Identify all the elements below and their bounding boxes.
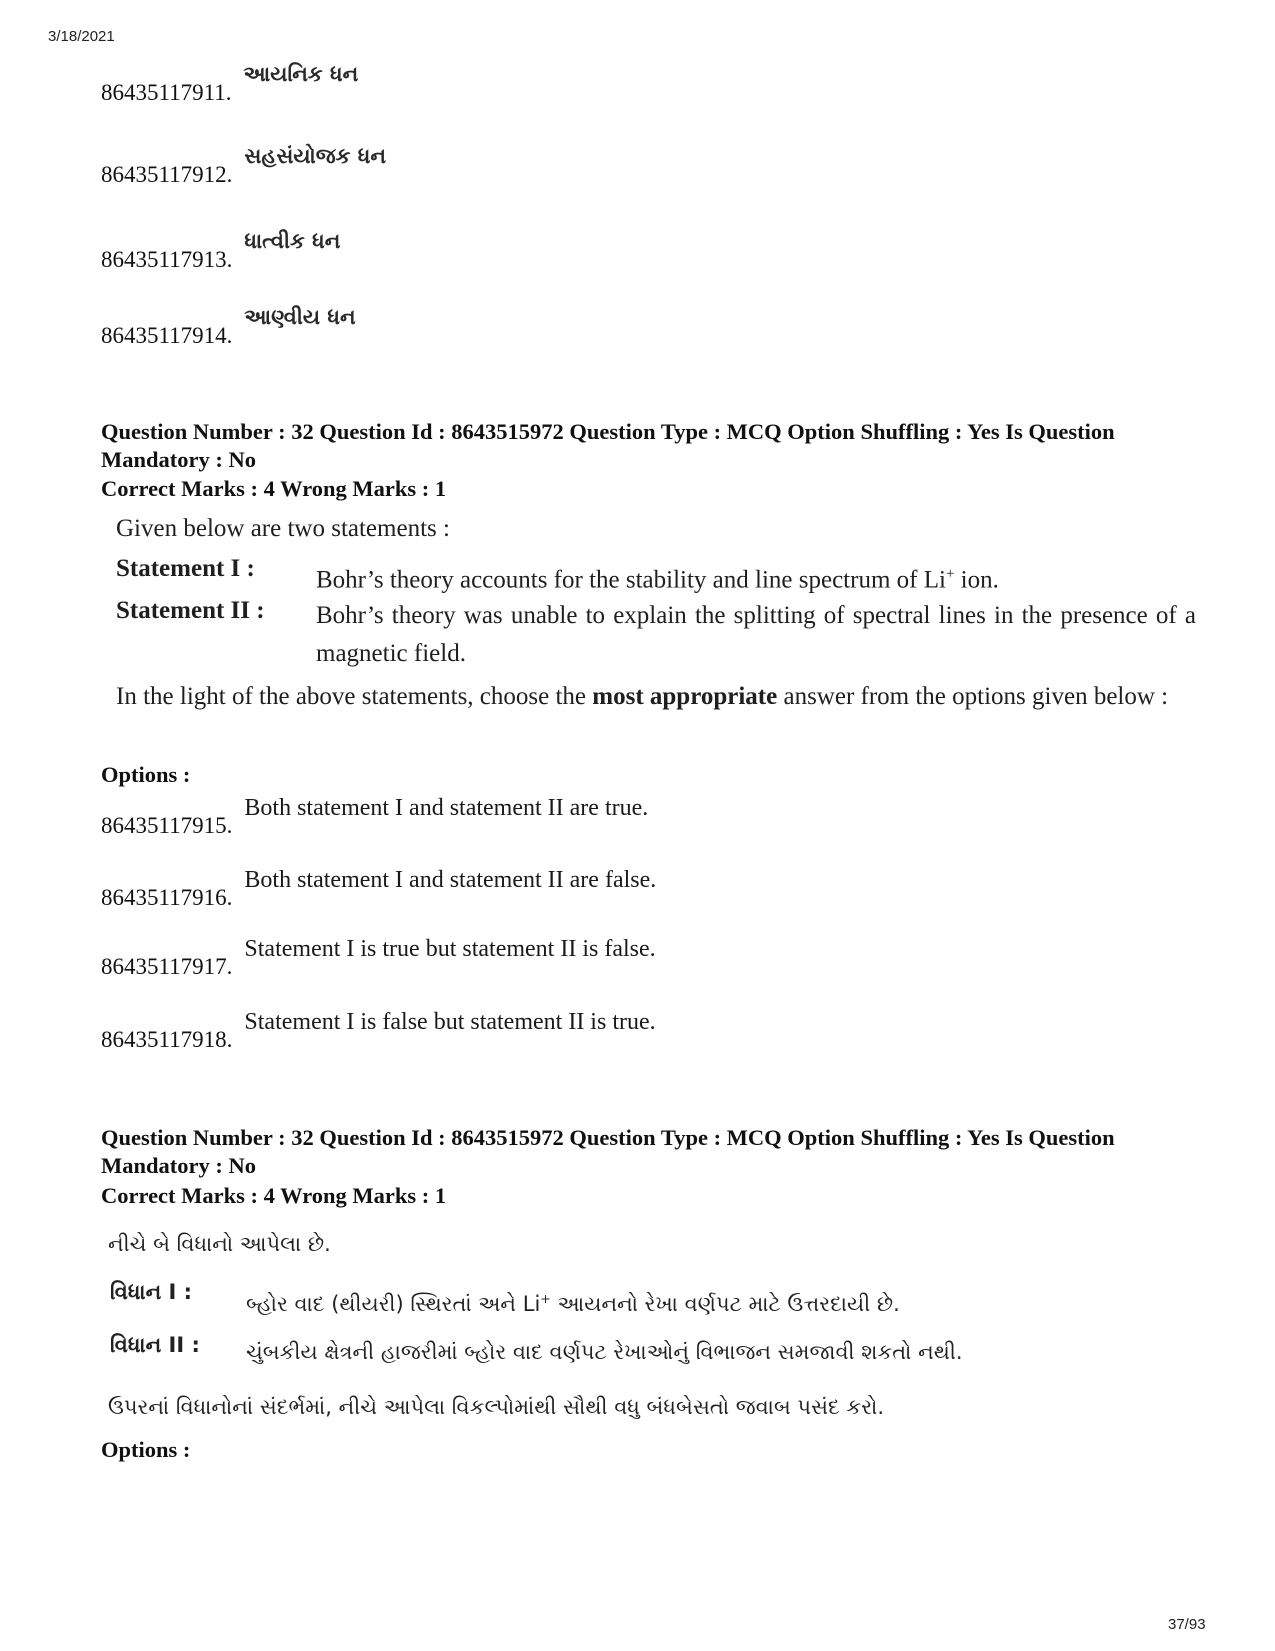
option-text: આયનિક ધન bbox=[243, 62, 359, 86]
question-marks: Correct Marks : 4 Wrong Marks : 1 bbox=[101, 476, 447, 501]
statement-text: Bohr’s theory was unable to explain the splitting of spectral lines in the presence of a magnetic field. bbox=[316, 602, 1196, 667]
option-id: 86435117914. bbox=[101, 323, 233, 348]
option-id: 86435117913. bbox=[101, 247, 233, 272]
option-text: Statement I is true but statement II is false. bbox=[244, 936, 656, 962]
question-header: Question Number : 32 Question Id : 8643515972 Question Type : MCQ Option Shuffling : Yes Is Question Mandatory : No bbox=[101, 419, 1115, 472]
page-number: 37/93 bbox=[1168, 1616, 1206, 1633]
question-header: Question Number : 32 Question Id : 8643515972 Question Type : MCQ Option Shuffling : Yes Is Question Mandatory : No bbox=[101, 1125, 1115, 1178]
question-marks: Correct Marks : 4 Wrong Marks : 1 bbox=[101, 1183, 447, 1208]
option-row bbox=[101, 144, 386, 188]
option-row bbox=[101, 867, 656, 911]
option-row bbox=[101, 1009, 656, 1053]
option-id: 86435117918. bbox=[101, 1027, 233, 1052]
statement-text: ચુંબકીય ક્ષેત્રની હાજરીમાં બ્હોર વાદ વર્ણપટ રેખાઓનું વિભાજન સમજાવી શકતો નથી. bbox=[246, 1340, 963, 1364]
statement-1 bbox=[116, 555, 1196, 599]
option-text: Both statement I and statement II are true. bbox=[244, 795, 649, 821]
statement-2 bbox=[116, 597, 1196, 673]
option-text: સહસંયોજક ધન bbox=[244, 144, 387, 168]
question-intro: Given below are two statements : bbox=[116, 515, 450, 542]
option-text: Statement I is false but statement II is true. bbox=[244, 1009, 656, 1035]
options-label: Options : bbox=[101, 762, 191, 787]
option-row bbox=[101, 795, 648, 839]
statement-label: વિધાન II : bbox=[110, 1333, 200, 1357]
option-id: 86435117917. bbox=[101, 954, 233, 979]
option-id: 86435117915. bbox=[101, 813, 233, 838]
statement-label: Statement II : bbox=[116, 597, 265, 624]
statement-2 bbox=[110, 1333, 1190, 1371]
options-label: Options : bbox=[101, 1437, 191, 1462]
option-id: 86435117911. bbox=[101, 80, 232, 105]
option-id: 86435117916. bbox=[101, 885, 233, 910]
question-text: ઉપરનાં વિધાનોનાં સંદર્ભમાં, નીચે આપેલા વિકલ્પોમાંથી સૌથી વધુ બંધબેસતો જવાબ પસંદ કરો. bbox=[108, 1395, 885, 1419]
question-text: In the light of the above statements, choose the most appropriate answer from the options given below : bbox=[116, 683, 1169, 710]
statement-label: વિધાન I : bbox=[110, 1280, 193, 1304]
option-text: આણ્વીય ધન bbox=[244, 305, 356, 329]
statement-text: બ્હોર વાદ (થીયરી) સ્થિરતાં અને Li+ આયનનો રેખા વર્ણપટ માટે ઉત્તરદાયી છે. bbox=[246, 1291, 900, 1316]
option-text: Both statement I and statement II are false. bbox=[244, 867, 657, 893]
print-date: 3/18/2021 bbox=[48, 28, 115, 45]
option-row bbox=[101, 229, 340, 273]
statement-1 bbox=[110, 1280, 1190, 1323]
statement-label: Statement I : bbox=[116, 555, 255, 582]
option-row bbox=[101, 62, 358, 106]
option-id: 86435117912. bbox=[101, 162, 233, 187]
option-row bbox=[101, 305, 356, 349]
question-intro: નીચે બે વિધાનો આપેલા છે. bbox=[108, 1232, 331, 1256]
option-text: ધાત્વીક ધન bbox=[244, 229, 341, 253]
option-row bbox=[101, 936, 656, 980]
statement-text: Bohr’s theory accounts for the stability and line spectrum of Li+ ion. bbox=[316, 566, 999, 594]
